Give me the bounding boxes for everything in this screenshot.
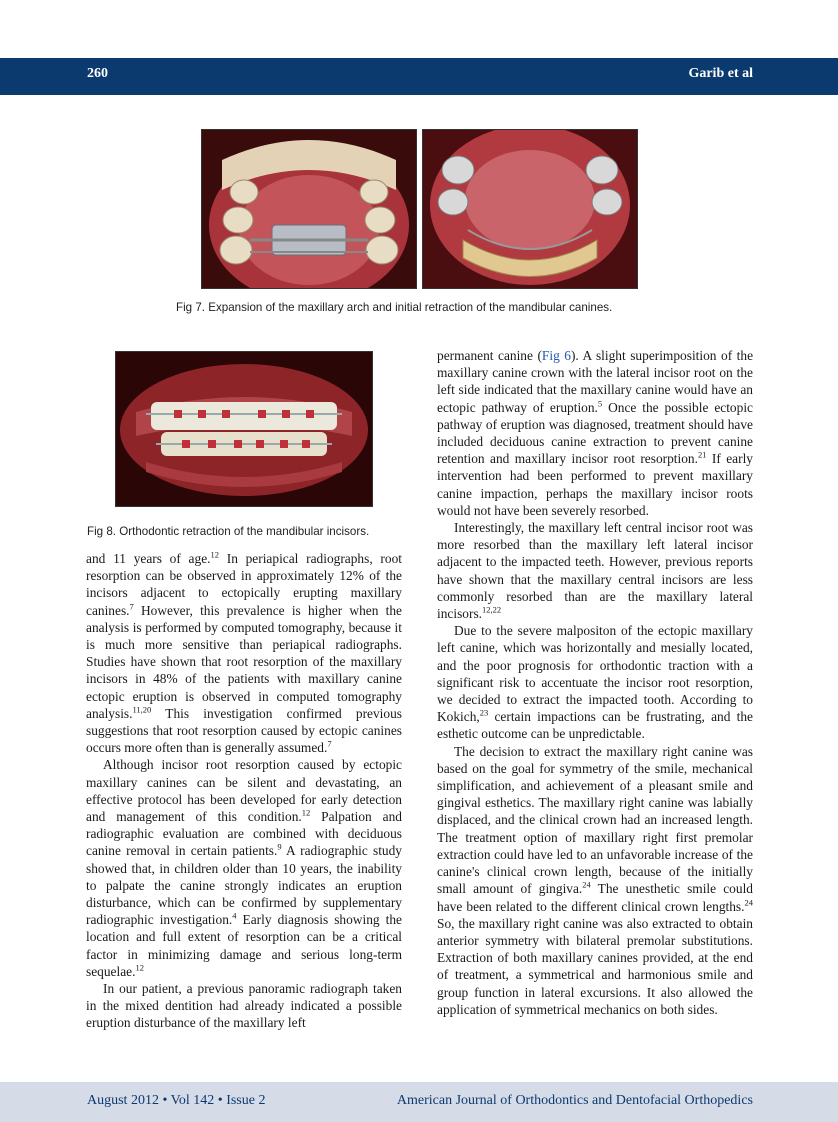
journal-name: American Journal of Orthodontics and Dentofacial Orthopedics xyxy=(396,1093,753,1108)
paragraph: Due to the severe malpositon of the ectopic maxillary left canine, which was horizontally and mesially located, and the poor prognosis for orthodontic traction with a significant risk to accentuate the incisor root resorption, we decided to extract the impacted tooth. According to Kokich,$^{23}$ certain impactions can be frustrating, and the esthetic outcome can be unpredictable. xyxy=(437,623,753,742)
paragraph: permanent canine (Fig 6). A slight superimposition of the maxillary canine crown with the lateral incisor root on the left side indicated that the maxillary canine would have an ectopic pathway of eruption.$^5$ Once the possible ectopic pathway of eruption was diagnosed, treatment should have included deciduous canine extraction to prevent canine retention and maxillary incisor root resorption.$^{21}$ If early intervention had been performed to prevent maxillary canine impaction, perhaps the maxillary incisor roots would not have been severely resorbed. xyxy=(437,348,754,518)
figure-link[interactable]: Fig 6 xyxy=(541,348,571,363)
issue-info: August 2012 • Vol 142 • Issue 2 xyxy=(87,1093,266,1108)
fig8-photo-frontal xyxy=(115,351,373,507)
fig8-caption: Fig 8. Orthodontic retraction of the mandibular incisors. xyxy=(87,525,370,538)
left-column xyxy=(86,550,402,1032)
running-author: Garib et al xyxy=(688,66,753,81)
paragraph: and 11 years of age.$^{12}$ In periapical radiographs, root resorption can be observed in approximately 12% of the incisors adjacent to ectopically erupting maxillary canines.$^7$ However, this prevalence is higher when the analysis is performed by computed tomography, because it is much more sensitive than periapical radiographs. Studies have shown that root resorption of the maxillary incisors in 48% of the patients with maxillary canine ectopic eruption is observed in computed tomography analysis.$^{11,20}$ This investigation confirmed previous suggestions that root resorption caused by ectopic canines occurs more often than is generally assumed.$^7$ xyxy=(86,549,402,756)
paragraph: The decision to extract the maxillary right canine was based on the goal for symmetry of the smile, mechanical simplification, and achievement of a pleasant smile and gingival esthetics. The maxillary right canine was labially displaced, and the clinical crown had an increased length. The treatment option of maxillary right first premolar extraction could have led to an unfavorable increase of the canine's clinical crown length, because of the initially small amount of gingiva.$^{24}$ The unesthetic smile could have been related to the different clinical crown lengths.$^{24}$ So, the maxillary right canine was also extracted to obtain anterior symmetry with bilateral premolar substitutions. Extraction of both maxillary canines provided, at the end of treatment, a symmetrical and harmonious smile and group function in lateral excursions. It also allowed the application of symmetrical mechanics on both sides. xyxy=(437,743,753,1017)
fig7-caption: Fig 7. Expansion of the maxillary arch and initial retraction of the mandibular canines. xyxy=(176,301,613,314)
fig7-photo-maxillary-arch xyxy=(201,129,417,289)
page-number: 260 xyxy=(87,66,108,81)
right-column xyxy=(437,347,753,1018)
paragraph: Interestingly, the maxillary left central incisor root was more resorbed than the maxillary left lateral incisor adjacent to the impacted teeth. However, previous reports have shown that the maxillary central incisors are less commonly resorbed than are the maxillary lateral incisors.$^{12,22}$ xyxy=(437,520,753,622)
fig7-photo-mandibular-arch xyxy=(422,129,638,289)
paragraph: In our patient, a previous panoramic radiograph taken in the mixed dentition had already indicated a possible eruption disturbance of the maxillary left xyxy=(86,981,402,1031)
running-footer xyxy=(0,1082,838,1122)
paragraph: Although incisor root resorption caused by ectopic maxillary canines can be silent and devastating, an effective protocol has been developed for early detection and management of this condition.$^{12}$ Palpation and radiographic evaluation are combined with deciduous canine removal in certain patients.$^9$ A radiographic study showed that, in children older than 10 years, the inability to palpate the canine strongly indicates an eruption disturbance, which can be confirmed by supplementary radiographic investigation.$^4$ Early diagnosis showing the location and full extent of resorption can be a critical factor in minimizing damage and serious long-term sequelae.$^{12}$ xyxy=(86,757,403,979)
running-header xyxy=(0,58,838,95)
